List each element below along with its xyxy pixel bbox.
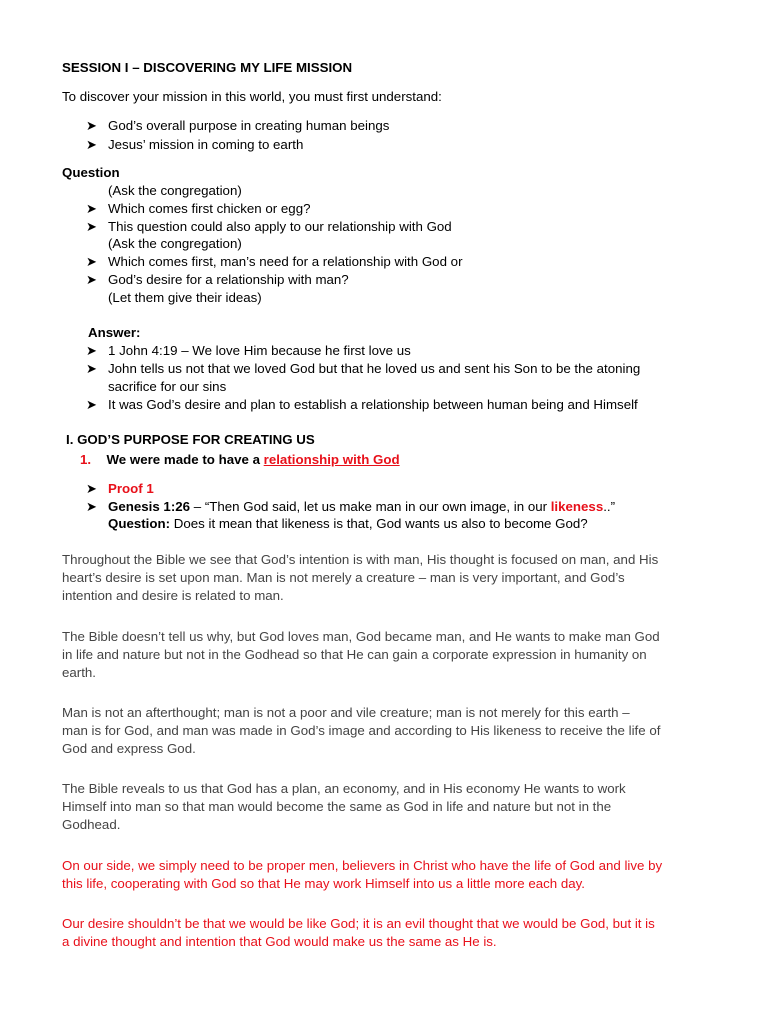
bullet-arrow-icon: ➤ [86,272,97,287]
page-title: SESSION I – DISCOVERING MY LIFE MISSION [62,60,353,75]
genesis-quote [108,498,615,516]
paragraph-line: The Bible doesn’t tell us why, but God loves man, God became man, and He wants to make man God [62,629,660,644]
item-text: We were made to have a [106,452,264,467]
answer-bullet: 1 John 4:19 – We love Him because he first love us [108,343,411,358]
paragraph-line: in life and nature but not in the Godhead so that He can gain a corporate expression in humanity on [62,647,647,662]
paragraph-line: heart’s desire is set upon man. Man is not merely a creature – man is very important, and God’s [62,570,625,585]
paragraph-line: man is for God, and man was made in God’s image and according to His likeness to receive the life of [62,723,661,738]
bullet-arrow-icon: ➤ [86,219,97,234]
intro-text: To discover your mission in this world, you must first understand: [62,89,442,104]
bullet-arrow-icon: ➤ [86,254,97,269]
answer-bullet-cont: sacrifice for our sins [108,379,227,394]
answer-bullet: John tells us not that we loved God but that he loved us and sent his Son to be the atoning [108,361,641,376]
bullet-arrow-icon: ➤ [86,118,97,133]
bullet-arrow-icon: ➤ [86,201,97,216]
likeness-word: likeness [550,499,604,514]
paragraph-line: The Bible reveals to us that God has a plan, an economy, and in His economy He wants to work [62,781,626,796]
answer-heading: Answer: [88,325,141,340]
genesis-question [108,515,588,533]
paragraph-line: Himself into man so that man would become the same as God in life and nature but not in the [62,799,612,814]
paragraph-line: Throughout the Bible we see that God’s intention is with man, His thought is focused on man, and His [62,552,659,567]
relationship-link[interactable]: relationship with God [263,452,400,467]
paragraph-line: God and express God. [62,741,196,756]
genesis-end: ..” [603,499,616,514]
genesis-ref: Genesis 1:26 [108,499,191,514]
red-paragraph-line: On our side, we simply need to be proper men, believers in Christ who have the life of God and live by [62,858,663,873]
question-heading: Question [62,165,120,180]
red-paragraph-line: this life, cooperating with God so that He may work Himself into us a little more each day. [62,876,585,891]
answer-bullet: It was God’s desire and plan to establish a relationship between human being and Himself [108,397,638,412]
question-bullet: This question could also apply to our relationship with God [108,219,452,234]
proof-label: Proof 1 [108,481,154,496]
question-bullet: Which comes first chicken or egg? [108,201,311,216]
paragraph-line: Godhead. [62,817,121,832]
paragraph-line: intention and desire is related to man. [62,588,284,603]
red-paragraph-line: Our desire shouldn’t be that we would be like God; it is an evil thought that we would be God, but it is [62,916,655,931]
intro-bullet: God’s overall purpose in creating human beings [108,118,390,133]
item-number: 1. [80,452,92,467]
question-note: (Ask the congregation) [108,236,242,251]
question-bullet: Which comes first, man’s need for a relationship with God or [108,254,463,269]
paragraph-line: Man is not an afterthought; man is not a poor and vile creature; man is not merely for this earth – [62,705,630,720]
bullet-arrow-icon: ➤ [86,137,97,152]
bullet-arrow-icon: ➤ [86,361,97,376]
section-item [80,451,400,469]
bullet-arrow-icon: ➤ [86,397,97,412]
section-heading: I. GOD’S PURPOSE FOR CREATING US [66,432,315,447]
red-paragraph-line: a divine thought and intention that God would make us the same as He is. [62,934,497,949]
paragraph-line: earth. [62,665,97,680]
genesis-text: – “Then God said, let us make man in our own image, in our [190,499,551,514]
bullet-arrow-icon: ➤ [86,343,97,358]
question-text: Does it mean that likeness is that, God wants us also to become God? [170,516,588,531]
bullet-arrow-icon: ➤ [86,481,97,496]
intro-bullet: Jesus’ mission in coming to earth [108,137,304,152]
question-label: Question: [108,516,171,531]
question-note: (Let them give their ideas) [108,290,262,305]
question-bullet: God’s desire for a relationship with man? [108,272,349,287]
bullet-arrow-icon: ➤ [86,499,97,514]
question-note: (Ask the congregation) [108,183,242,198]
